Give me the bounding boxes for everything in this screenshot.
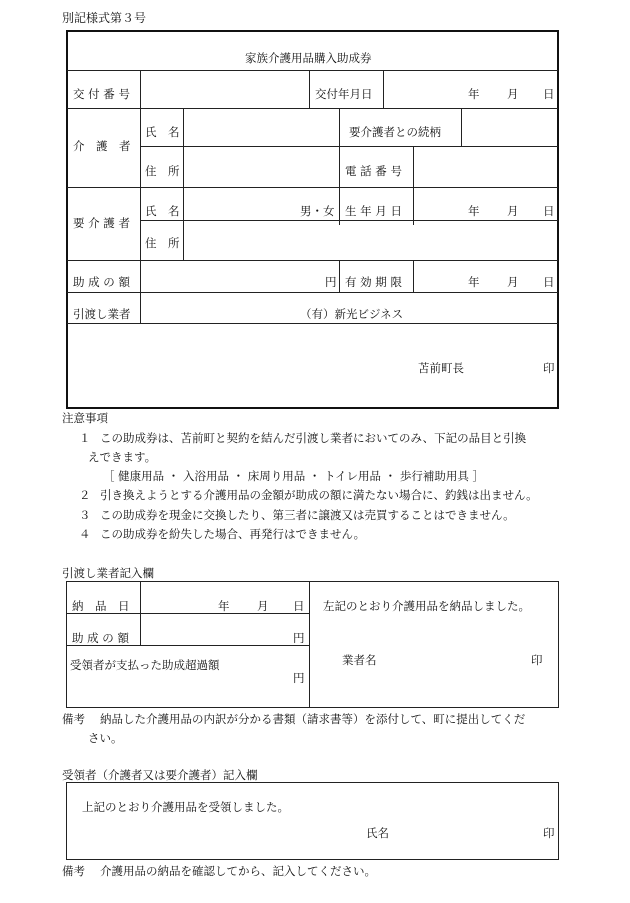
vendor-amount-label: 助 成 の 額 [72, 631, 129, 645]
recipient-address-label: 住 所 [145, 236, 180, 250]
note-3: この助成券を現金に交換したり、第三者に譲渡又は売買することはできません。 [100, 508, 515, 522]
caregiver-address-label: 住 所 [145, 164, 180, 178]
recipient-section-frame [66, 782, 559, 860]
issue-number-label: 交 付 番 号 [73, 87, 130, 101]
mayor-seal: 印 [543, 361, 555, 375]
year-label: 年 [468, 87, 480, 101]
gender-options: 男・女 [300, 204, 335, 218]
valid-period-label: 有 効 期 限 [345, 275, 402, 289]
valid-year-label: 年 [468, 275, 480, 289]
amount-label: 助 成 の 額 [73, 275, 130, 289]
excess-amount-label: 受領者が支払った助成超過額 [70, 658, 220, 672]
delivery-date-label: 納 品 日 [72, 599, 130, 613]
delivery-year-label: 年 [218, 599, 230, 613]
vendor-remark-label: 備考 [62, 712, 85, 726]
note-2-number: ２ [79, 488, 91, 502]
form-number: 別記様式第３号 [62, 11, 147, 25]
mayor-label: 苫前町長 [418, 361, 464, 375]
valid-month-label: 月 [507, 275, 519, 289]
excess-amount-yen: 円 [293, 671, 305, 685]
birth-day-label: 日 [543, 204, 555, 218]
delivery-day-label: 日 [293, 599, 305, 613]
recipient-name-label: 氏名 [366, 826, 389, 840]
note-items-list: ［ 健康用品 ・ 入浴用品 ・ 床周り用品 ・ トイレ用品 ・ 歩行補助用具 ］ [103, 469, 484, 483]
note-2: 引き換えようとする介護用品の金額が助成の額に満たない場合に、釣銭は出ません。 [100, 488, 538, 502]
relation-label: 要介護者との続柄 [349, 125, 441, 139]
amount-yen: 円 [325, 275, 337, 289]
vendor-name-label: 業者名 [342, 653, 377, 667]
recipient-seal: 印 [543, 826, 555, 840]
note-1-line-2: えできます。 [88, 450, 157, 464]
note-4-number: ４ [79, 527, 91, 541]
recipient-name-label: 氏 名 [145, 204, 180, 218]
care-recipient-label: 要 介 護 者 [73, 216, 130, 230]
birth-month-label: 月 [507, 204, 519, 218]
recipient-remark-label: 備考 [62, 864, 85, 878]
recipient-section-title: 受領者（介護者又は要介護者）記入欄 [62, 768, 258, 782]
vendor-remark-line-2: さい。 [88, 731, 123, 745]
vendor-seal: 印 [531, 653, 543, 667]
recipient-remark: 介護用品の納品を確認してから、記入してください。 [100, 864, 376, 878]
receipt-statement: 上記のとおり介護用品を受領しました。 [82, 800, 289, 814]
caregiver-label: 介 護 者 [73, 139, 131, 153]
notes-title: 注意事項 [62, 411, 108, 425]
voucher-title: 家族介護用品購入助成券 [245, 51, 372, 65]
note-4: この助成券を紛失した場合、再発行はできません。 [100, 527, 366, 541]
note-3-number: ３ [79, 508, 91, 522]
day-label: 日 [543, 87, 555, 101]
vendor-section-title: 引渡し業者記入欄 [62, 566, 154, 580]
birth-year-label: 年 [468, 204, 480, 218]
vendor-label: 引渡し業者 [73, 307, 131, 321]
phone-label: 電 話 番 号 [345, 164, 402, 178]
note-1-number: １ [79, 431, 91, 445]
delivery-statement: 左記のとおり介護用品を納品しました。 [323, 599, 530, 613]
vendor-name: （有）新光ビジネス [300, 307, 404, 321]
vendor-amount-yen: 円 [293, 631, 305, 645]
issue-date-label: 交付年月日 [315, 87, 373, 101]
caregiver-name-label: 氏 名 [145, 125, 180, 139]
valid-day-label: 日 [543, 275, 555, 289]
birth-date-label: 生 年 月 日 [345, 204, 402, 218]
month-label: 月 [507, 87, 519, 101]
note-1-line-1: この助成券は、苫前町と契約を結んだ引渡し業者においてのみ、下記の品目と引換 [100, 431, 527, 445]
vendor-remark-line-1: 納品した介護用品の内訳が分かる書類（請求書等）を添付して、町に提出してくだ [100, 712, 526, 726]
delivery-month-label: 月 [257, 599, 269, 613]
